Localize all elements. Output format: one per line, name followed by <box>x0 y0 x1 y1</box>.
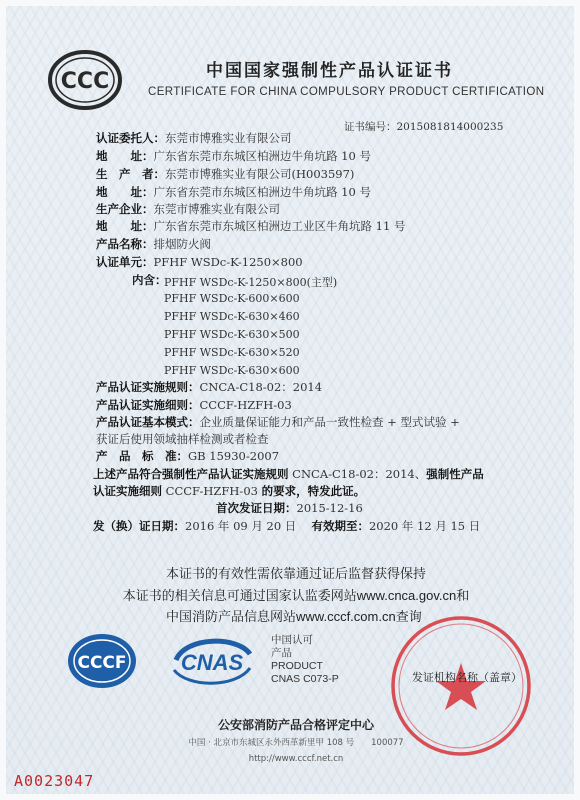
svg-text:CNAS: CNAS <box>180 650 244 675</box>
field-factory: 生产企业：东莞市博雅实业有限公司 <box>96 202 280 216</box>
field-applicant-address: 地 址：广东省东莞市东城区柏洲边牛角坑路 10 号 <box>96 149 371 163</box>
serial-number: A0023047 <box>14 772 95 790</box>
model-item: PFHF WSDc-K-630×520 <box>164 346 300 359</box>
cccf-logo <box>66 632 138 690</box>
certificate-number: 证书编号：2015081814000235 <box>344 121 504 133</box>
cnas-accreditation: 中国认可 产品 PRODUCT CNAS C073-P <box>271 634 339 685</box>
field-basic-mode-cont: 获证后使用领域抽样检测或者检查 <box>96 432 269 446</box>
field-factory-address: 地 址：广东省东莞市东城区柏洲边工业区牛角坑路 11 号 <box>96 219 406 233</box>
field-applicant: 认证委托人：东莞市博雅实业有限公司 <box>96 131 292 145</box>
conformity-line-2: 认证实施细则 CCCF-HZFH-03 的要求，特发此证。 <box>93 484 366 498</box>
field-product-name: 产品名称：排烟防火阀 <box>96 237 211 251</box>
field-manufacturer-address: 地 址：广东省东莞市东城区柏洲边牛角坑路 10 号 <box>96 185 371 199</box>
notice-cnca: 本证书的相关信息可通过国家认监委网站www.cnca.gov.cn和 <box>122 588 470 604</box>
issuer-address: 中国 · 北京市东城区永外西革新里甲 108 号 100077 <box>188 738 404 748</box>
first-issue-date: 首次发证日期：2015-12-16 <box>216 501 363 515</box>
notice-cccf: 中国消防产品信息网站www.cccf.com.cn查询 <box>166 609 422 625</box>
notice-validity: 本证书的有效性需依靠通过证后监督获得保持 <box>165 567 426 582</box>
field-basic-mode: 产品认证基本模式：企业质量保证能力和产品一致性检查 + 型式试验 + <box>96 415 460 429</box>
certificate-cn-title: 中国国家强制性产品认证证书 <box>206 61 453 81</box>
seal-caption: 发证机构名称（盖章） <box>412 671 522 684</box>
ccc-logo <box>48 50 122 110</box>
issuer-website[interactable]: http://www.cccf.net.cn <box>248 754 344 764</box>
field-manufacturer: 生 产 者：东莞市博雅实业有限公司(H003597) <box>96 167 355 181</box>
model-item: PFHF WSDc-K-630×460 <box>164 310 300 323</box>
model-item: PFHF WSDc-K-600×600 <box>164 292 300 305</box>
field-standard: 产 品 标 准：GB 15930-2007 <box>96 449 280 463</box>
model-item: PFHF WSDc-K-1250×800(主型) <box>164 276 338 289</box>
cnas-logo <box>166 632 258 690</box>
cnca-link[interactable]: www.cnca.gov.cn <box>356 588 457 603</box>
models-label: 内含： <box>132 273 167 287</box>
field-implementation-rule: 产品认证实施规则：CNCA-C18-02：2014 <box>96 380 323 394</box>
field-implementation-detail: 产品认证实施细则：CCCF-HZFH-03 <box>96 398 292 412</box>
issuer-name: 公安部消防产品合格评定中心 <box>217 718 374 732</box>
conformity-line-1: 上述产品符合强制性产品认证实施规则 CNCA-C18-02：2014、强制性产品 <box>93 467 484 481</box>
field-cert-unit: 认证单元：PFHF WSDc-K-1250×800 <box>96 255 303 269</box>
model-item: PFHF WSDc-K-630×600 <box>164 364 300 377</box>
certificate-en-title: CERTIFICATE FOR CHINA COMPULSORY PRODUCT CERTIFICATION <box>148 86 545 98</box>
cccf-link[interactable]: www.cccf.com.cn <box>296 609 396 624</box>
issue-date: 发（换）证日期：2016 年 09 月 20 日 有效期至：2020 年 12 月 15 日 <box>93 519 481 533</box>
model-item: PFHF WSDc-K-630×500 <box>164 328 300 341</box>
svg-text:CCC: CCC <box>60 69 110 94</box>
svg-text:CCCF: CCCF <box>77 653 127 673</box>
